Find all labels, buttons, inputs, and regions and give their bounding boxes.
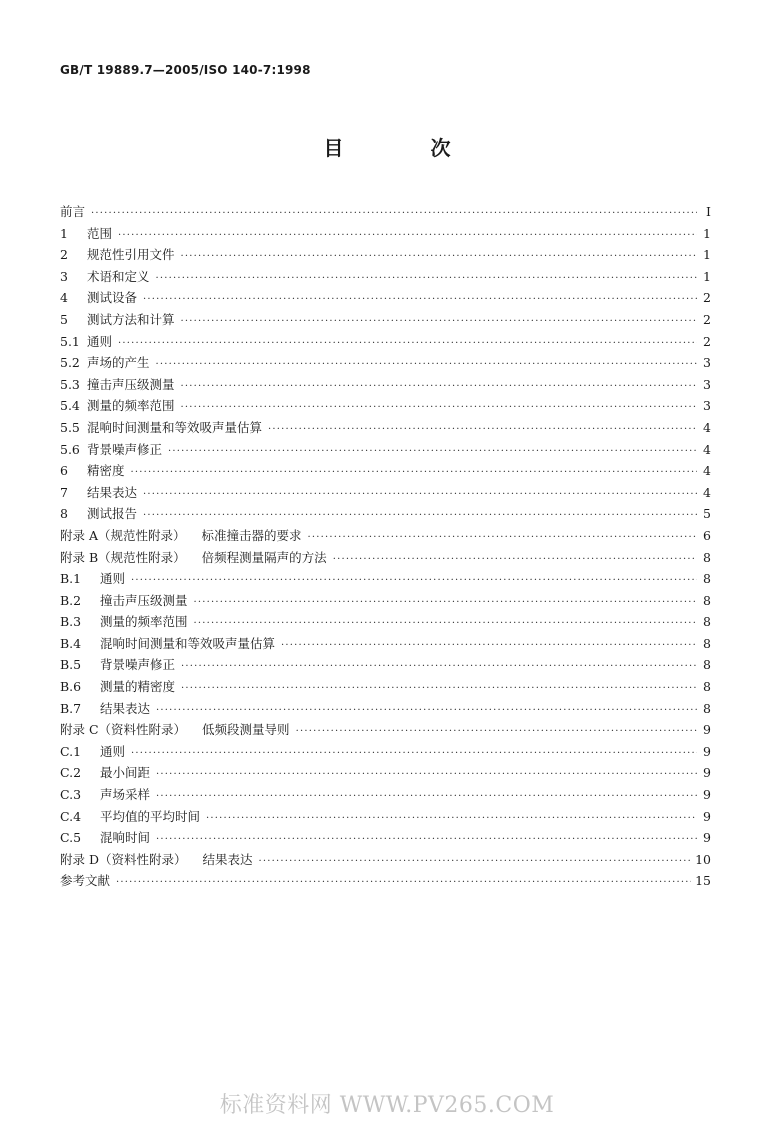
toc-leader <box>259 856 692 867</box>
toc-number: 8 <box>60 506 68 522</box>
toc-leader <box>143 489 697 500</box>
toc-leader <box>131 748 697 759</box>
toc-page: 8 <box>703 657 711 673</box>
toc-number: 5 <box>60 311 68 327</box>
toc-entry[interactable] <box>60 418 711 440</box>
toc-entry[interactable] <box>60 483 711 505</box>
toc-leader <box>156 769 697 780</box>
toc-page: 9 <box>703 765 711 781</box>
toc-number: C.4 <box>60 808 82 824</box>
toc-entry[interactable] <box>60 828 711 850</box>
toc-page: 1 <box>703 247 711 263</box>
toc-label: 声场的产生 <box>87 355 150 371</box>
page-title: 目 次 <box>323 136 491 160</box>
toc-entry[interactable] <box>60 763 711 785</box>
toc-page: 2 <box>703 333 711 349</box>
toc-leader <box>156 273 697 284</box>
toc-label: 前言 <box>60 204 86 219</box>
toc-page: 4 <box>703 441 711 457</box>
toc-entry-annex[interactable] <box>60 850 711 872</box>
toc-label: 倍频程测量隔声的方法 <box>201 549 327 565</box>
toc-page: 15 <box>695 873 711 889</box>
toc-leader <box>181 251 697 262</box>
toc-page: 4 <box>703 484 711 500</box>
toc-leader <box>194 597 697 608</box>
toc-entry[interactable] <box>60 353 711 375</box>
toc-number: B.5 <box>60 657 82 673</box>
toc-number: C.1 <box>60 743 82 759</box>
toc-entry[interactable] <box>60 655 711 677</box>
toc-page: 3 <box>703 398 711 414</box>
toc-entry[interactable] <box>60 461 711 483</box>
toc-page: 2 <box>703 311 711 327</box>
toc-number: B.2 <box>60 592 82 608</box>
toc-label: 声场采样 <box>100 787 151 803</box>
toc-label: 测试方法和计算 <box>87 311 175 327</box>
toc-annex-number: 附录 B（规范性附录） <box>60 549 186 565</box>
toc-leader <box>156 705 697 716</box>
toc-leader <box>333 554 697 565</box>
toc-leader <box>143 294 697 305</box>
toc-leader <box>156 791 697 802</box>
toc-label: 规范性引用文件 <box>87 247 175 263</box>
toc-leader <box>181 661 697 672</box>
toc-number: B.6 <box>60 679 82 695</box>
toc-page: 3 <box>703 355 711 371</box>
toc-entry[interactable] <box>60 742 711 764</box>
toc-page: 9 <box>703 830 711 846</box>
toc-number: 5.6 <box>60 441 80 457</box>
toc-label: 结果表达 <box>100 700 151 716</box>
toc-leader <box>156 359 697 370</box>
toc-page: 8 <box>703 679 711 695</box>
toc-entry[interactable] <box>60 785 711 807</box>
toc-label: 撞击声压级测量 <box>87 376 175 392</box>
toc-annex-number: 附录 C（资料性附录） <box>60 722 187 738</box>
toc-number: B.7 <box>60 700 82 716</box>
toc-label: 测量的精密度 <box>100 679 176 695</box>
toc-number: B.4 <box>60 635 82 651</box>
toc-label: 混响时间测量和等效吸声量估算 <box>87 419 263 435</box>
toc-number: 3 <box>60 268 68 284</box>
toc-leader <box>131 575 697 586</box>
toc-page: 1 <box>703 268 711 284</box>
toc-leader <box>268 424 697 435</box>
toc-leader <box>194 618 697 629</box>
toc-entry[interactable] <box>60 224 711 246</box>
toc-number: 4 <box>60 290 68 306</box>
toc-annex-number: 附录 A（规范性附录） <box>60 527 186 543</box>
toc-entry[interactable] <box>60 612 711 634</box>
toc-number: 5.1 <box>60 333 80 349</box>
toc-number: 5.5 <box>60 419 80 435</box>
toc-entry[interactable] <box>60 396 711 418</box>
toc-number: 5.4 <box>60 398 80 414</box>
toc-page: 3 <box>703 376 711 392</box>
toc-entry[interactable] <box>60 310 711 332</box>
toc-label: 通则 <box>100 571 126 587</box>
toc-page: 5 <box>703 506 711 522</box>
toc-annex-number: 附录 D（资料性附录） <box>60 851 187 867</box>
toc-label: 最小间距 <box>100 765 151 781</box>
toc-leader <box>168 446 697 457</box>
toc-leader <box>156 834 697 845</box>
toc-leader <box>281 640 697 651</box>
watermark: 标准资料网 WWW.PV265.COM <box>219 1093 555 1118</box>
toc-page: 8 <box>703 571 711 587</box>
toc-number: 2 <box>60 247 68 263</box>
toc-page: 9 <box>703 808 711 824</box>
toc-label: 混响时间 <box>100 830 151 846</box>
toc-label: 测试设备 <box>87 290 138 306</box>
toc-page: 8 <box>703 549 711 565</box>
toc-leader <box>116 877 691 888</box>
toc-page: 9 <box>703 743 711 759</box>
toc-label: 结果表达 <box>87 484 138 500</box>
toc-label: 撞击声压级测量 <box>100 592 188 608</box>
toc-entry[interactable] <box>60 202 711 224</box>
toc-leader <box>118 338 697 349</box>
toc-label: 平均值的平均时间 <box>100 808 201 824</box>
toc-label: 测试报告 <box>87 506 138 522</box>
toc-number: 1 <box>60 225 68 241</box>
toc-label: 术语和定义 <box>87 268 150 284</box>
toc-page: I <box>706 204 711 219</box>
toc-entry-annex[interactable] <box>60 548 711 570</box>
toc-label: 精密度 <box>87 463 125 479</box>
toc-number: C.3 <box>60 787 82 803</box>
toc-entry[interactable] <box>60 440 711 462</box>
toc-leader <box>206 813 697 824</box>
toc-entry[interactable] <box>60 504 711 526</box>
toc-label: 测量的频率范围 <box>100 614 188 630</box>
toc-entry[interactable] <box>60 245 711 267</box>
toc-page: 8 <box>703 592 711 608</box>
toc-entry[interactable] <box>60 591 711 613</box>
toc-number: 7 <box>60 484 68 500</box>
toc-entry[interactable] <box>60 288 711 310</box>
toc-page: 1 <box>703 225 711 241</box>
toc-entry[interactable] <box>60 871 711 893</box>
toc-page: 8 <box>703 635 711 651</box>
document-header: GB/T 19889.7—2005/ISO 140-7:1998 <box>60 63 311 77</box>
toc-leader <box>118 230 697 241</box>
toc-entry[interactable] <box>60 807 711 829</box>
toc-label: 通则 <box>100 743 126 759</box>
toc-entry[interactable] <box>60 699 711 721</box>
toc-leader <box>91 208 697 219</box>
toc-number: C.5 <box>60 830 82 846</box>
toc-entry[interactable] <box>60 332 711 354</box>
toc-label: 标准撞击器的要求 <box>201 527 302 543</box>
toc-number: B.1 <box>60 571 82 587</box>
toc-label: 参考文献 <box>60 873 111 889</box>
toc-leader <box>181 402 697 413</box>
toc-entry[interactable] <box>60 375 711 397</box>
toc-entry[interactable] <box>60 677 711 699</box>
toc-entry[interactable] <box>60 267 711 289</box>
toc-page: 10 <box>695 851 711 867</box>
toc-page: 2 <box>703 290 711 306</box>
toc-leader <box>296 726 697 737</box>
toc-entry-annex[interactable] <box>60 720 711 742</box>
toc-page: 4 <box>703 463 711 479</box>
toc-label: 低频段测量导则 <box>202 722 290 738</box>
toc-page: 8 <box>703 614 711 630</box>
toc-leader <box>143 510 697 521</box>
toc-label: 范围 <box>87 225 113 241</box>
toc-leader <box>181 316 697 327</box>
toc-number: 5.2 <box>60 355 80 371</box>
toc-label: 通则 <box>87 333 113 349</box>
toc-page: 8 <box>703 700 711 716</box>
toc-leader <box>131 467 697 478</box>
toc-page: 4 <box>703 419 711 435</box>
toc-label: 结果表达 <box>202 851 253 867</box>
toc-label: 背景噪声修正 <box>87 441 163 457</box>
toc-label: 背景噪声修正 <box>100 657 176 673</box>
toc-number: 5.3 <box>60 376 80 392</box>
toc-leader <box>181 683 697 694</box>
toc-entry-annex[interactable] <box>60 526 711 548</box>
toc-entry[interactable] <box>60 569 711 591</box>
toc-page: 9 <box>703 722 711 738</box>
toc-page: 6 <box>703 527 711 543</box>
toc-leader <box>181 381 697 392</box>
toc-page: 9 <box>703 787 711 803</box>
toc-number: 6 <box>60 463 68 479</box>
toc-label: 测量的频率范围 <box>87 398 175 414</box>
toc-entry[interactable] <box>60 634 711 656</box>
toc-label: 混响时间测量和等效吸声量估算 <box>100 635 276 651</box>
toc-leader <box>308 532 697 543</box>
toc-number: B.3 <box>60 614 82 630</box>
toc-number: C.2 <box>60 765 82 781</box>
table-of-contents <box>60 202 711 893</box>
